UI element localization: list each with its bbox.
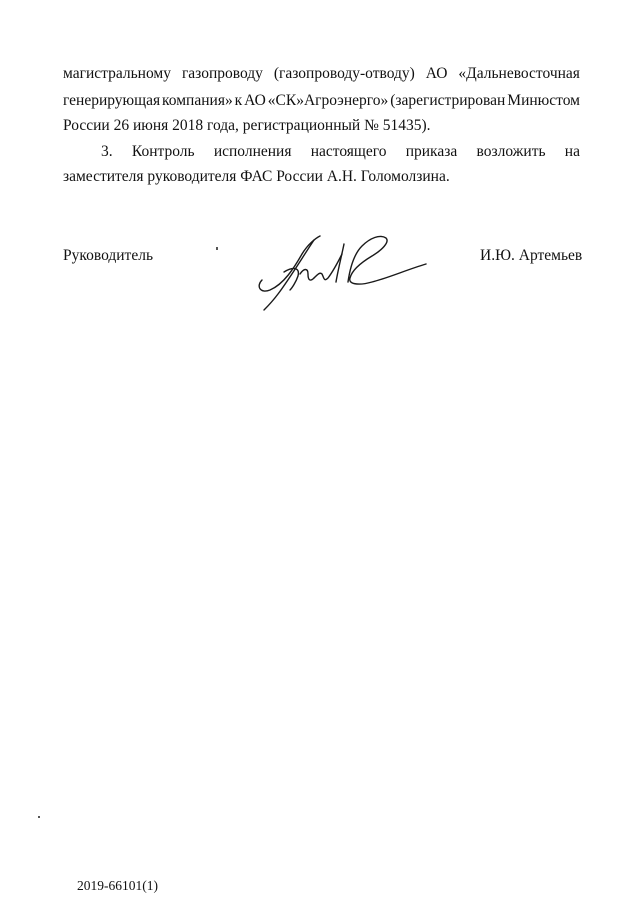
- word: газопроводу: [181, 65, 263, 82]
- item-3-line-2: заместителя руководителя ФАС России А.Н. Голомолзина.: [63, 168, 450, 185]
- item-number: 3.: [101, 143, 113, 160]
- word: «Дальневосточная: [458, 65, 580, 82]
- word: (зарегистрирован: [390, 92, 506, 109]
- signatory-name: И.Ю. Артемьев: [480, 247, 583, 264]
- item-3-line-1: [101, 142, 580, 162]
- word: генерирующая: [63, 92, 161, 109]
- word: к: [234, 92, 243, 109]
- word: приказа: [405, 143, 458, 160]
- document-number: 2019-66101(1): [77, 878, 158, 893]
- word: магистральному: [63, 65, 171, 82]
- word: «СК»Агроэнерго»: [267, 92, 389, 109]
- word: исполнения: [213, 143, 292, 160]
- word: АО: [425, 65, 448, 82]
- word: настоящего: [310, 143, 387, 160]
- word: Контроль: [131, 143, 195, 160]
- scan-speck: [38, 816, 40, 818]
- handwritten-signature: [254, 224, 434, 314]
- scan-speck: [216, 247, 218, 250]
- word: (газопроводу-отводу): [273, 65, 415, 82]
- signatory-role: Руководитель: [63, 247, 154, 264]
- word: АО: [244, 92, 266, 109]
- word: на: [564, 143, 580, 160]
- paragraph-line-3: России 26 июня 2018 года, регистрационный № 51435).: [63, 117, 431, 134]
- word: компания»: [162, 92, 233, 109]
- paragraph-line-1: [63, 64, 580, 84]
- paragraph-line-2: [63, 91, 580, 111]
- word: возложить: [476, 143, 546, 160]
- word: Минюстом: [507, 92, 580, 109]
